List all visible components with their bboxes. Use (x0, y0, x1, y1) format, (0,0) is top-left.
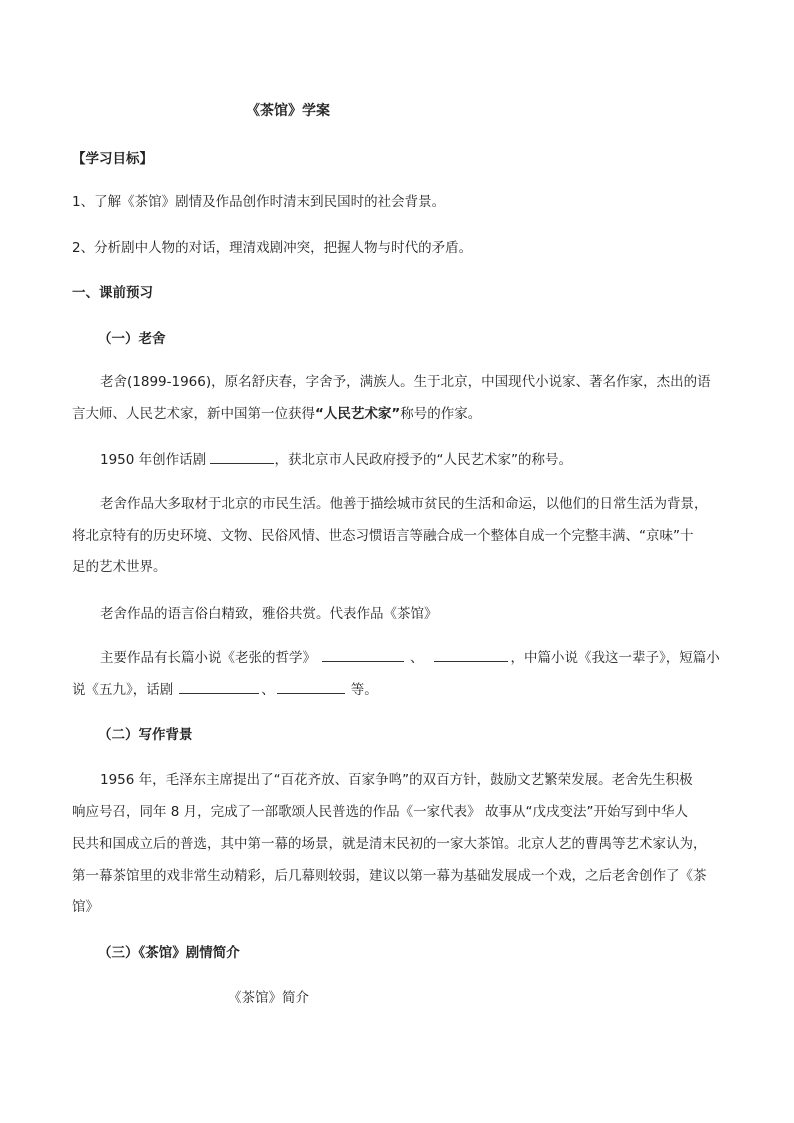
text-span: ，中篇小说《我这一辈子》，短篇小 (510, 650, 720, 666)
text-span: 称号的作家。 (400, 406, 482, 422)
fill-in-blank[interactable] (277, 680, 345, 694)
fill-in-blank[interactable] (179, 680, 259, 694)
subsection-heading-laoshe: （一）老舍 (98, 331, 166, 347)
laoshe-paragraph-3-line-3: 足的艺术世界。 (72, 559, 167, 575)
laoshe-paragraph-3-line-2: 将北京特有的历史环境、文物、民俗风情、世态习惯语言等融合成一个整体自成一个完整丰满、“京味”十 (72, 528, 694, 544)
background-line-4: 第一幕茶馆里的戏非常生动精彩，后几幕则较弱，建议以第一幕为基础发展成一个戏，之后老舍创作了《茶 (72, 868, 707, 884)
fill-in-blank[interactable] (322, 648, 404, 662)
fill-in-blank[interactable] (210, 450, 274, 464)
text-span: 1950 年创作话剧 (100, 452, 207, 468)
laoshe-paragraph-3-line-1: 老舍作品大多取材于北京的市民生活。他善于描绘城市贫民的生活和命运，以他们的日常生活为背景， (100, 496, 708, 512)
section-heading-preview: 一、课前预习 (72, 285, 153, 301)
text-span: 、 (261, 682, 275, 698)
background-line-3: 民共和国成立后的普选，其中第一幕的场景，就是清末民初的一家大茶馆。北京人艺的曹禺等艺术家认为， (72, 836, 707, 852)
objectives-heading: 【学习目标】 (72, 151, 153, 167)
background-line-5: 馆》 (72, 899, 99, 915)
subsection-heading-plot: （三）《茶馆》剧情简介 (98, 945, 240, 961)
laoshe-paragraph-1-line-1: 老舍(1899-1966)，原名舒庆春，字舍予，满族人。生于北京，中国现代小说家、著名作家，杰出的语 (100, 374, 711, 390)
laoshe-paragraph-2 (100, 450, 572, 470)
background-line-2: 响应号召，同年 8 月，完成了一部歌颂人民普选的作品《一家代表》 故事从“戊戌变法”开始写到中华人 (72, 804, 688, 820)
text-span: 等。 (350, 682, 378, 698)
emphasis-title: “人民艺术家” (315, 406, 401, 422)
objective-item-1: 1、了解《茶馆》剧情及作品创作时清末到民国时的社会背景。 (72, 194, 446, 210)
text-span: 主要作品有长篇小说《老张的哲学》 (100, 650, 316, 666)
laoshe-paragraph-4: 老舍作品的语言俗白精致，雅俗共赏。代表作品《茶馆》 (100, 606, 438, 622)
text-span: 言大师、人民艺术家，新中国第一位获得 (72, 406, 315, 422)
background-line-1: 1956 年，毛泽东主席提出了“百花齐放、百家争鸣”的双百方针，鼓励文艺繁荣发展。老舍先生积极 (100, 772, 693, 788)
objective-item-2: 2、分析剧中人物的对话，理清戏剧冲突，把握人物与时代的矛盾。 (72, 240, 473, 256)
fill-in-blank[interactable] (434, 648, 508, 662)
plot-subtitle: 《茶馆》简介 (228, 990, 309, 1006)
laoshe-paragraph-1-line-2 (72, 404, 481, 424)
subsection-heading-background: （二）写作背景 (98, 727, 193, 743)
text-span: 、 (410, 650, 424, 666)
text-span: ，获北京市人民政府授予的“人民艺术家”的称号。 (274, 452, 572, 468)
laoshe-paragraph-5-line-2 (72, 680, 378, 700)
page-title: 《茶馆》学案 (246, 103, 330, 119)
text-span: 说《五九》，话剧 (72, 682, 174, 698)
laoshe-paragraph-5-line-1 (100, 648, 720, 668)
